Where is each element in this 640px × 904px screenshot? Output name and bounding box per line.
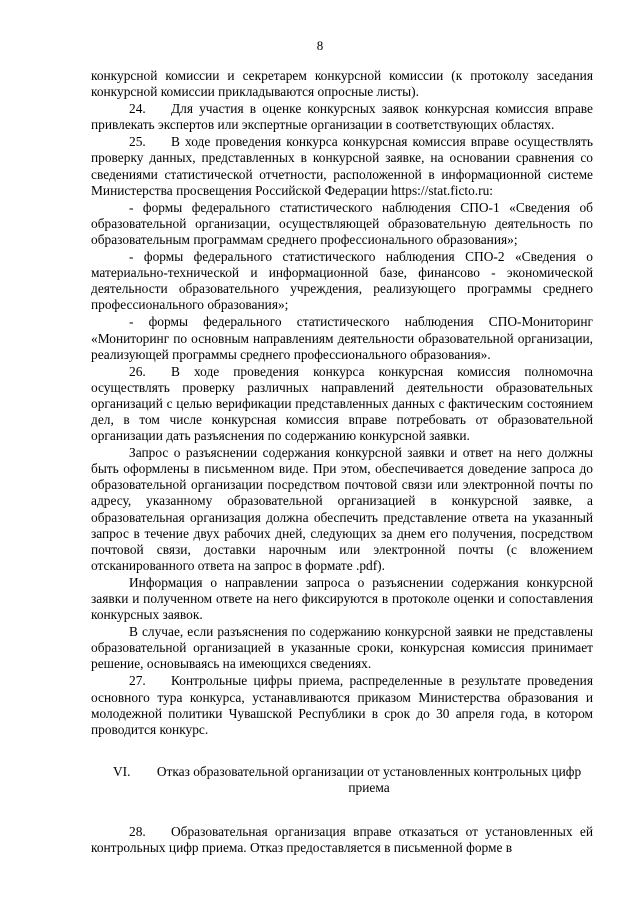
section-heading [91, 764, 593, 796]
paragraph-text: Контрольные цифры приема, распределенные в результате проведения основного тура конкурса, устанавливаются приказом Министерства образования и молодежной политики Чувашской Республики в срок до 30 апреля года, в котором проводится конкурс. [91, 673, 593, 737]
list-item-spo-monitoring: - формы федерального статистического наблюдения СПО-Мониторинг «Мониторинг по основным направлениям деятельности образовательной организации, реализующей программы среднего профессионального образования». [91, 314, 593, 362]
section-title: Отказ образовательной организации от установленных контрольных цифр приема [156, 763, 582, 795]
paragraph-number: 28. [129, 824, 146, 840]
paragraph-25 [91, 134, 593, 198]
paragraph-27 [91, 673, 593, 737]
document-body [91, 68, 593, 856]
list-item-spo2: - формы федерального статистического наблюдения СПО-2 «Сведения о материально-технической и информационной базе, финансово - экономической деятельности образовательного учреждения, реализующего программы среднего профессионального образования»; [91, 249, 593, 313]
paragraph-26 [91, 364, 593, 444]
page-number: 8 [316, 38, 324, 53]
list-item-spo1: - формы федерального статистического наблюдения СПО-1 «Сведения об образовательной организации, осуществляющей образовательную деятельность по образовательным программам среднего профессионального образования»; [91, 199, 593, 247]
paragraph-24 [91, 101, 593, 133]
paragraph-28 [91, 824, 593, 856]
section-number: VI. [113, 763, 131, 779]
paragraph-information: Информация о направлении запроса о разъяснении содержания конкурсной заявки и полученном ответе на него фиксируются в протоколе оценки и сопоставления конкурсных заявок. [91, 574, 593, 623]
paragraph-text: Образовательная организация вправе отказаться от установленных ей контрольных цифр приема. Отказ предоставляется в письменной форме в [91, 824, 593, 856]
paragraph-number: 24. [129, 101, 146, 117]
paragraph-number: 25. [129, 134, 146, 150]
paragraph-continuation: конкурсной комиссии и секретарем конкурсной комиссии (к протоколу заседания конкурсной комиссии прикладываются опросные листы). [91, 68, 593, 100]
paragraph-text: В ходе проведения конкурса конкурсная комиссия полномочна осуществлять проверку различных направлений деятельности образовательных организаций с целью верификации представленных данных с фактическим состоянием дел, в том числе конкурсная комиссия вправе потребовать от образовательной организации дать разъяснения по содержанию конкурсной заявки. [91, 363, 593, 444]
paragraph-request: Запрос о разъяснении содержания конкурсной заявки и ответ на него должны быть оформлены в письменном виде. При этом, обеспечивается доведение запроса до образовательной организации посредством почтовой связи или электронной почты по адресу, указанному образовательной организацией в конкурсной заявке, а образовательная организация должна обеспечить представление ответа на указанный запрос в течение двух рабочих дней, следующих за днем его получения, посредством почтовой связи, доставки нарочным или электронной почты (с вложением отсканированного ответа на запрос в формате .pdf). [91, 445, 593, 573]
paragraph-case: В случае, если разъяснения по содержанию конкурсной заявки не представлены образовательной организацией в указанные сроки, конкурсная комиссия принимает решение, основываясь на имеющихся сведениях. [91, 624, 593, 672]
paragraph-text: Для участия в оценке конкурсных заявок конкурсная комиссия вправе привлекать экспертов или экспертные организации в соответствующих областях. [91, 101, 593, 133]
paragraph-number: 27. [129, 673, 146, 689]
paragraph-text: В ходе проведения конкурса конкурсная комиссия вправе осуществлять проверку данных, представленных в конкурсной заявке, на основании сравнения со сведениями статистической отчетности, расположенной в информационной системе Министерства просвещения Российской Федерации https://stat.ficto.ru: [91, 134, 593, 198]
paragraph-number: 26. [129, 363, 146, 379]
